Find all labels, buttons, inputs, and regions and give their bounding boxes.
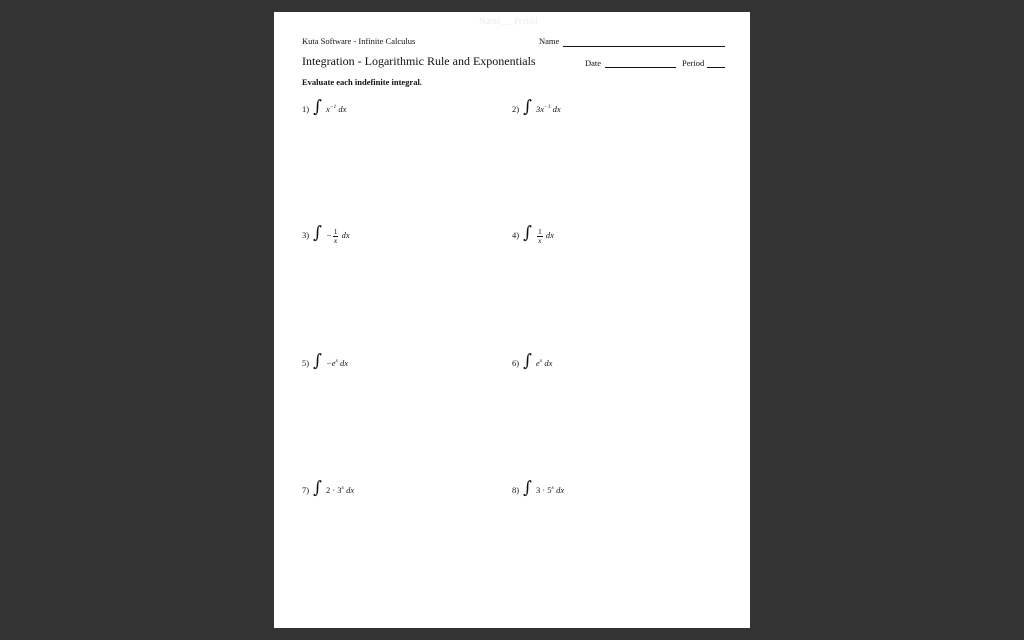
problem-number: 7) <box>302 485 310 495</box>
integrand: $-e^x$ dx <box>325 358 349 368</box>
integrand: − $\frac{1}{x}$ dx <box>325 226 350 245</box>
date-blank-line <box>605 67 676 68</box>
faint-watermark: Name___Period <box>479 16 538 26</box>
integrand: $3x^{-1}$ dx <box>535 104 561 114</box>
problem-2 <box>512 99 561 117</box>
integrand: $e^x$ dx <box>535 358 553 368</box>
integrand: $3 \cdot 5^x$ dx <box>535 485 565 495</box>
problem-7 <box>302 480 354 498</box>
problem-number: 2) <box>512 104 520 114</box>
problem-5 <box>302 353 348 371</box>
problem-3 <box>302 225 350 245</box>
integral-sign-icon: ∫ <box>313 97 322 117</box>
worksheet-title: Integration - Logarithmic Rule and Exponentials <box>302 54 536 68</box>
integral-sign-icon: ∫ <box>313 351 322 371</box>
worksheet-page <box>274 12 750 628</box>
problem-number: 1) <box>302 104 310 114</box>
publisher-label: Kuta Software - Infinite Calculus <box>302 36 416 46</box>
integral-sign-icon: ∫ <box>523 478 532 498</box>
name-label: Name <box>539 36 560 46</box>
problem-1 <box>302 99 346 117</box>
problem-number: 5) <box>302 358 310 368</box>
problem-number: 8) <box>512 485 520 495</box>
integral-sign-icon: ∫ <box>523 223 532 243</box>
integrand: $\frac{1}{x}$ dx <box>537 226 554 245</box>
period-label: Period <box>682 58 705 68</box>
integral-sign-icon: ∫ <box>313 478 322 498</box>
problem-number: 4) <box>512 230 520 240</box>
problem-number: 3) <box>302 230 310 240</box>
problem-6 <box>512 353 552 371</box>
integral-sign-icon: ∫ <box>523 97 532 117</box>
period-blank-line <box>707 67 725 68</box>
integral-sign-icon: ∫ <box>313 223 322 243</box>
problem-8 <box>512 480 564 498</box>
instructions: Evaluate each indefinite integral. <box>302 77 422 87</box>
integrand: $2 \cdot 3^x$ dx <box>325 485 355 495</box>
problem-number: 6) <box>512 358 520 368</box>
integral-sign-icon: ∫ <box>523 351 532 371</box>
name-blank-line <box>563 46 725 47</box>
integrand: $x^{-1}$ dx <box>325 104 347 114</box>
date-label: Date <box>585 58 602 68</box>
problem-4 <box>512 225 554 245</box>
